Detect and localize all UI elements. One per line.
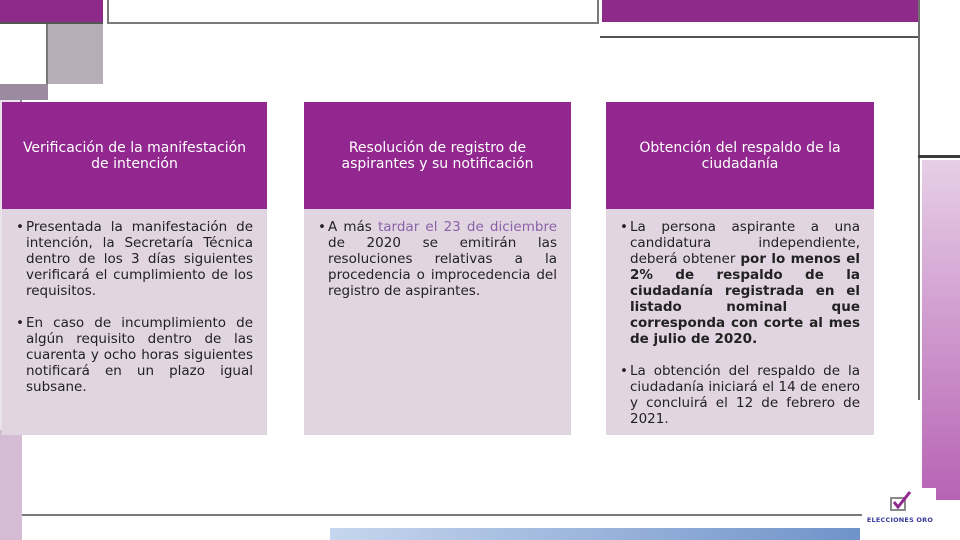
top-right-purple-block xyxy=(602,0,918,22)
bottom-blue-bar xyxy=(330,528,860,540)
column-2-title: Resolución de registro de aspirantes y su notificación xyxy=(341,139,534,172)
left-lower-purple xyxy=(0,430,22,540)
right-dark-line xyxy=(918,155,960,158)
column-2-body xyxy=(304,209,571,435)
left-outline-block xyxy=(0,24,48,84)
column-3-bullet-2: • La obtención del respaldo de la ciudadanía iniciará el 14 de enero y concluirá el 12 de febrero de 2021. xyxy=(620,363,860,427)
column-2-header xyxy=(304,102,571,209)
column-3-header xyxy=(606,102,874,209)
column-2-bullet-1-post: de 2020 se emitirán las resoluciones relativas a la procedencia o improcedencia del registro de aspirantes. xyxy=(328,235,557,299)
column-1-header xyxy=(2,102,267,209)
column-3-bullet-1-pre: La persona aspirante a una candidatura independiente, deberá obtener xyxy=(630,219,860,267)
logo-text: ELECCIONES ORO xyxy=(866,516,934,524)
column-3-body xyxy=(606,209,874,435)
top-right-white-frame xyxy=(918,0,920,400)
column-3-bullet-1 xyxy=(620,219,860,347)
checkmark-ballot-icon xyxy=(888,490,912,512)
column-3-bullet-1-bold: por lo menos el 2% de respaldo de la ciudadanía registrada en el listado nominal que corresponda con corte al mes de julio de 2020. xyxy=(630,251,860,347)
column-2-bullet-1-highlight: tardar el 23 de diciembre xyxy=(377,219,558,235)
column-1-bullet-1: • Presentada la manifestación de intención, la Secretaría Técnica dentro de los 3 días siguientes verificará el cumplimiento de los requisitos. xyxy=(16,219,253,299)
left-grey-block xyxy=(48,24,103,84)
column-1-body xyxy=(2,209,267,435)
top-right-divider-line xyxy=(600,36,918,38)
column-1-bullet-2: • En caso de incumplimiento de algún requisito dentro de las cuarenta y ocho horas siguientes notificará en un plazo igual subsane. xyxy=(16,315,253,395)
column-1-title: Verificación de la manifestación de intención xyxy=(22,139,247,172)
right-lilac-gradient-block xyxy=(922,160,960,500)
top-left-purple-block xyxy=(0,0,103,22)
bottom-line xyxy=(22,514,922,516)
column-2-bullet-1-pre: A más xyxy=(328,219,378,235)
elecciones-logo xyxy=(862,488,936,532)
top-left-outline-box xyxy=(107,0,599,24)
column-3-title: Obtención del respaldo de la ciudadanía xyxy=(639,139,841,172)
left-lilac-strip xyxy=(0,84,48,100)
column-2-bullet-1 xyxy=(318,219,557,299)
